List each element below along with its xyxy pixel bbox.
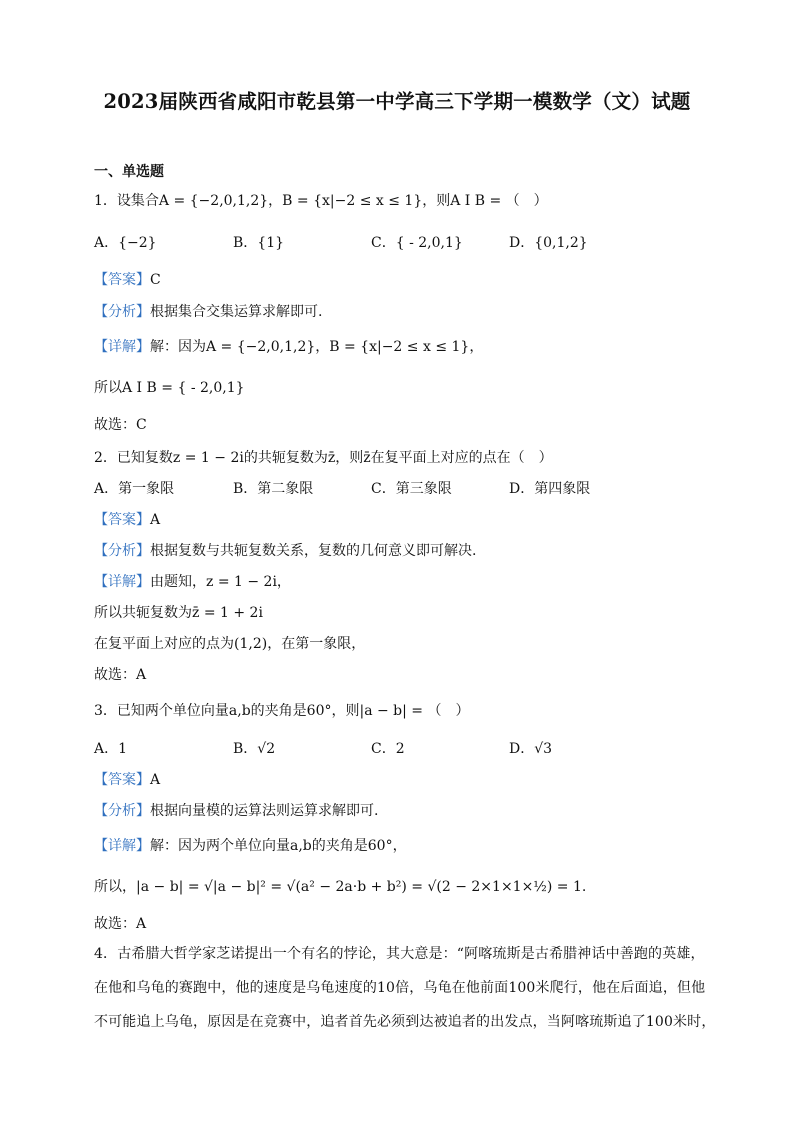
- answer-tag: 【答案】: [94, 772, 150, 788]
- q1-stem: 1．设集合A = {−2,0,1,2}，B = {x|−2 ≤ x ≤ 1}，则A I B = （ ）: [94, 193, 548, 209]
- q2-answer-line: [94, 510, 160, 530]
- q2-option-b[interactable]: B．第二象限: [233, 481, 314, 497]
- analysis-tag: 【分析】: [94, 543, 150, 559]
- q1-option-b[interactable]: B．{1}: [233, 235, 285, 251]
- analysis-tag: 【分析】: [94, 803, 150, 819]
- q2-stem: 2．已知复数z = 1 − 2i的共轭复数为z̄，则z̄在复平面上对应的点在（ ）: [94, 450, 553, 466]
- q2-analysis-line: [94, 541, 476, 561]
- q4-line-3: 不可能追上乌龟，原因是在竞赛中，追者首先必须到达被追者的出发点，当阿喀琉斯追了100米时，: [94, 1014, 716, 1030]
- q3-answer-line: [94, 770, 160, 790]
- section-heading: 一、单选题: [94, 164, 164, 180]
- q4-line-1: 4．古希腊大哲学家芝诺提出一个有名的悖论，其大意是：“阿喀琉斯是古希腊神话中善跑的英雄，: [94, 946, 705, 962]
- q3-option-a[interactable]: A．1: [94, 741, 128, 757]
- q2-answer: A: [150, 512, 161, 528]
- q2-detail-line: [94, 572, 291, 592]
- q1-option-d[interactable]: D．{0,1,2}: [509, 235, 588, 251]
- q1-analysis-line: [94, 302, 322, 322]
- q3-choose: 故选：A: [94, 916, 147, 932]
- q1-choose: 故选：C: [94, 417, 147, 433]
- answer-tag: 【答案】: [94, 272, 150, 288]
- q1-analysis: 根据集合交集运算求解即可.: [150, 304, 323, 320]
- q3-stem: 3．已知两个单位向量a,b的夹角是60°，则|a − b| = （ ）: [94, 703, 470, 719]
- q3-detail-1: 解：因为两个单位向量a,b的夹角是60°，: [150, 838, 407, 854]
- detail-tag: 【详解】: [94, 838, 150, 854]
- q2-option-d[interactable]: D．第四象限: [509, 481, 591, 497]
- q3-detail-2: 所以，|a − b| = √|a − b|² = √(a² − 2a·b + b²) = √(2 − 2×1×1×½) = 1.: [94, 879, 587, 895]
- q3-analysis-line: [94, 801, 378, 821]
- q1-answer: C: [150, 272, 161, 288]
- q2-option-c[interactable]: C．第三象限: [371, 481, 452, 497]
- q3-detail-line: [94, 836, 407, 856]
- detail-tag: 【详解】: [94, 574, 150, 590]
- q3-option-d[interactable]: D．√3: [509, 741, 553, 757]
- q2-detail-1: 由题知，z = 1 − 2i，: [150, 574, 291, 590]
- analysis-tag: 【分析】: [94, 304, 150, 320]
- q1-detail-1: 解：因为A = {−2,0,1,2}，B = {x|−2 ≤ x ≤ 1}，: [150, 339, 484, 355]
- q3-option-c[interactable]: C．2: [371, 741, 405, 757]
- answer-tag: 【答案】: [94, 512, 150, 528]
- q3-analysis: 根据向量模的运算法则运算求解即可.: [150, 803, 379, 819]
- q2-analysis: 根据复数与共轭复数关系，复数的几何意义即可解决.: [150, 543, 477, 559]
- detail-tag: 【详解】: [94, 339, 150, 355]
- q2-detail-2: 所以共轭复数为z̄ = 1 + 2i: [94, 605, 263, 621]
- q1-option-a[interactable]: A．{−2}: [94, 235, 157, 251]
- q2-detail-3: 在复平面上对应的点为(1,2)，在第一象限，: [94, 636, 366, 652]
- page-title: 2023届陕西省咸阳市乾县第一中学高三下学期一模数学（文）试题: [103, 90, 691, 113]
- q2-option-a[interactable]: A．第一象限: [94, 481, 175, 497]
- q3-answer: A: [150, 772, 161, 788]
- q2-choose: 故选：A: [94, 667, 147, 683]
- q3-option-b[interactable]: B．√2: [233, 741, 276, 757]
- q1-detail-line: [94, 337, 483, 357]
- q4-line-2: 在他和乌龟的赛跑中，他的速度是乌龟速度的10倍，乌龟在他前面100米爬行，他在后面追，但他: [94, 980, 706, 996]
- q1-option-c[interactable]: C．{ - 2,0,1}: [371, 235, 463, 251]
- q1-answer-line: [94, 270, 161, 290]
- q1-detail-2: 所以A I B = { - 2,0,1}: [94, 380, 245, 396]
